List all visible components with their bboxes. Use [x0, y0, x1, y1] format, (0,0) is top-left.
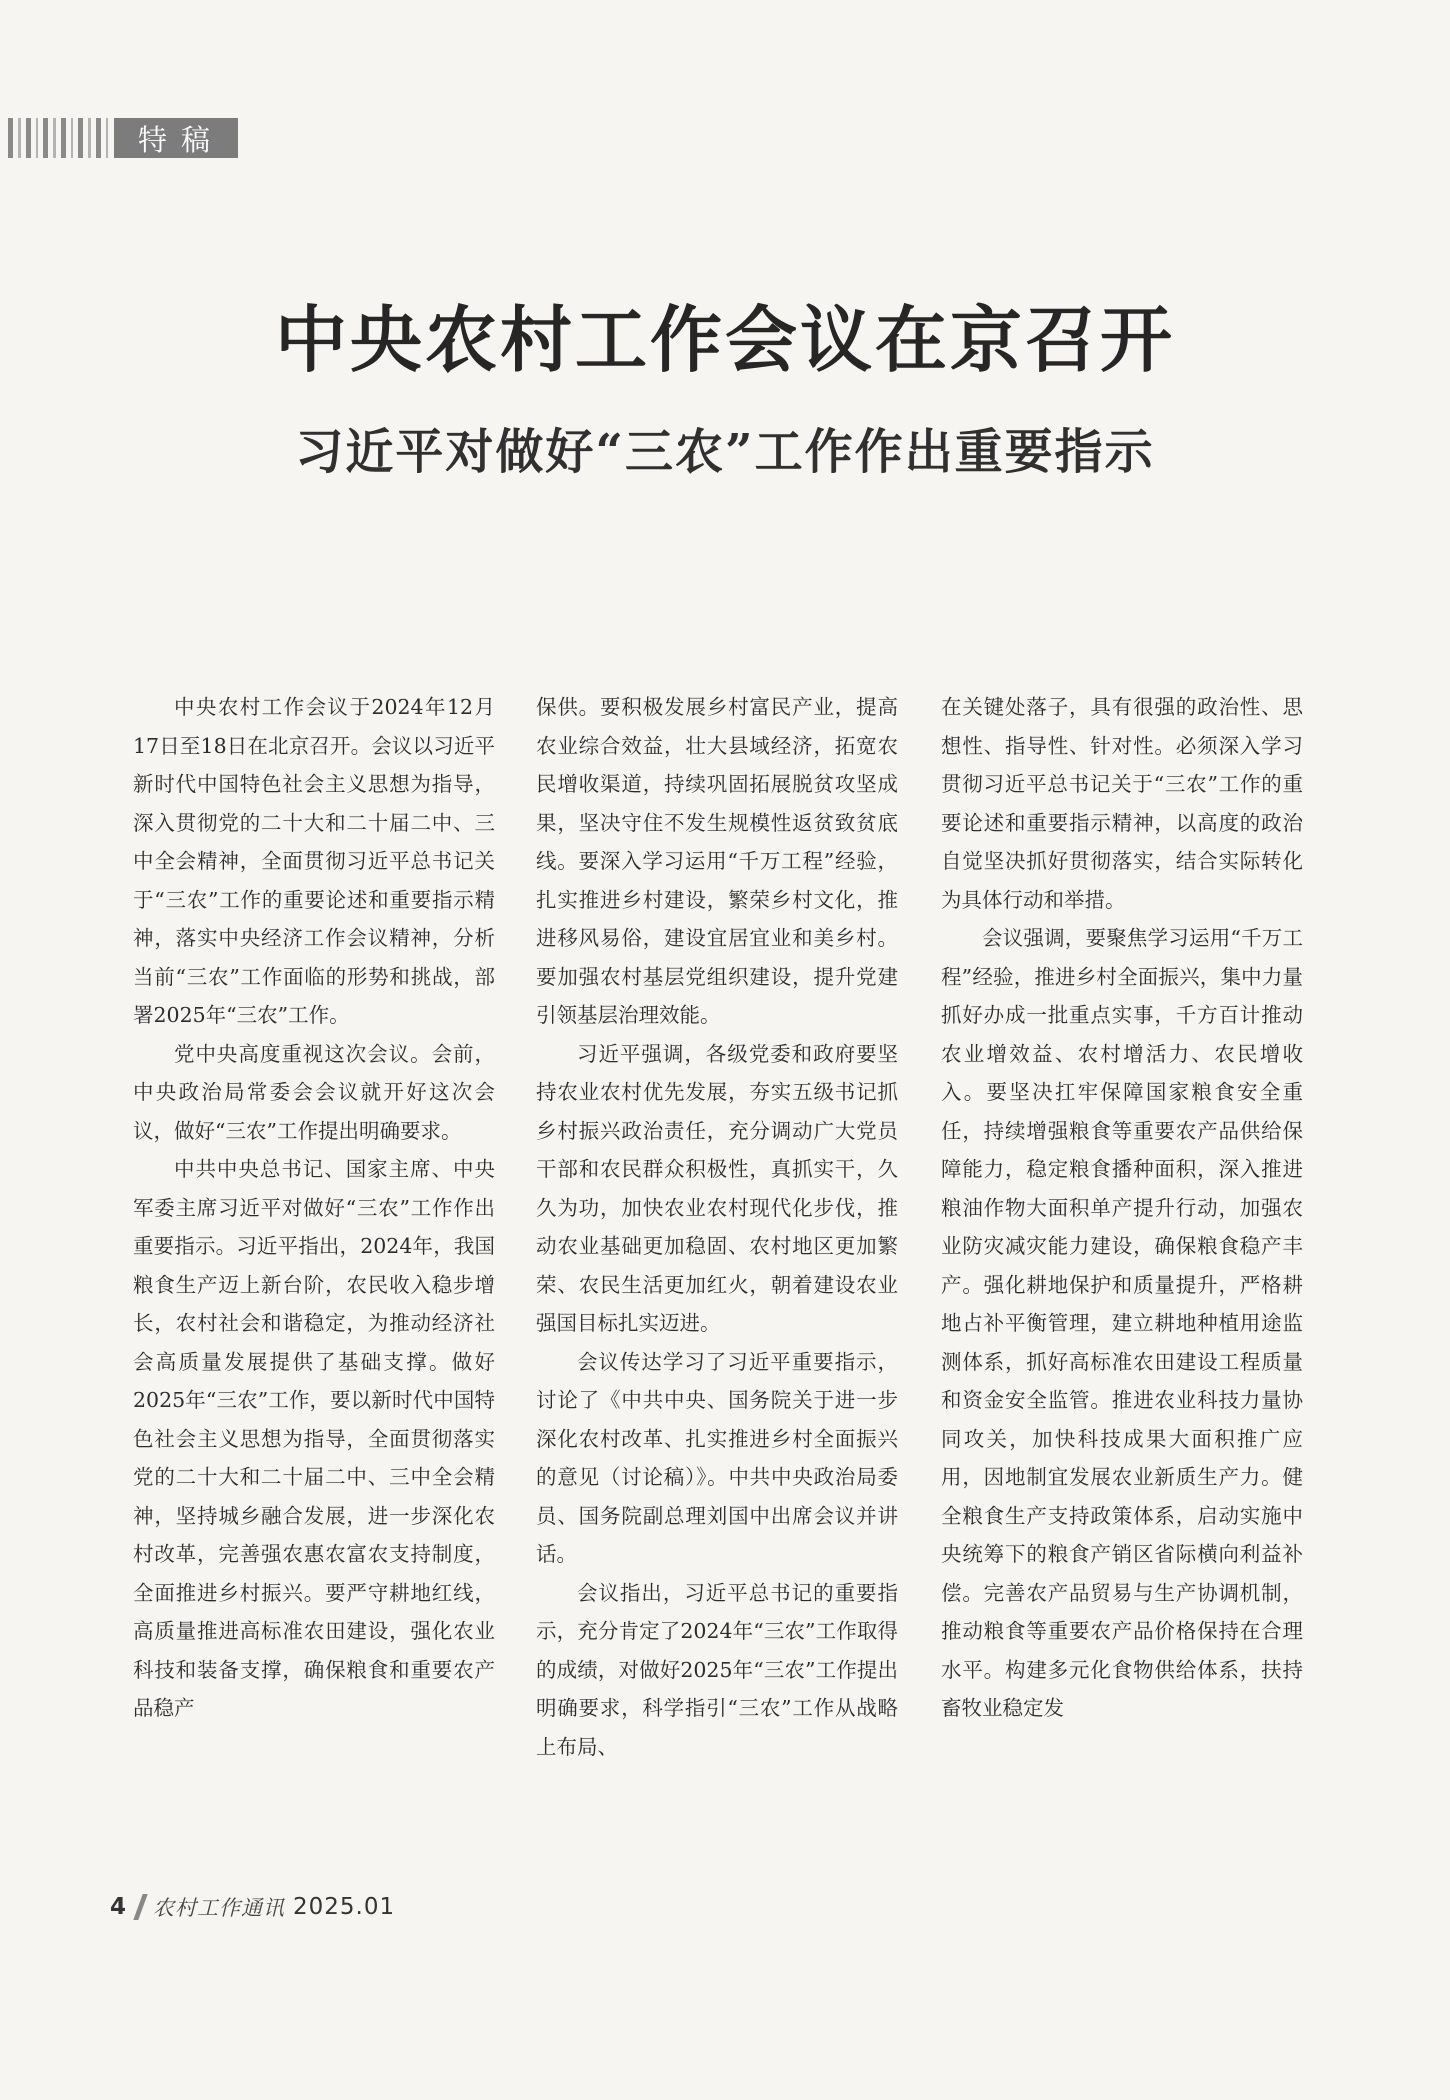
article-title: 中央农村工作会议在京召开 — [274, 297, 1175, 382]
paragraph: 会议强调，要聚焦学习运用“千万工程”经验，推进乡村全面振兴，集中力量抓好办成一批重点实事，千方百计推动农业增效益、农村增活力、农民增收入。要坚决扛牢保障国家粮食安全重任，持续增强粮食等重要农产品供给保障能力，稳定粮食播种面积，深入推进粮油作物大面积单产提升行动，加强农业防灾减灾能力建设，确保粮食稳产丰产。强化耕地保护和质量提升，严格耕地占补平衡管理，建立耕地种植用途监测体系，抓好高标准农田建设工程质量和资金安全监管。推进农业科技力量协同攻关，加快科技成果大面积推广应用，因地制宜发展农业新质生产力。健全粮食生产支持政策体系，启动实施中央统筹下的粮食产销区省际横向利益补偿。完善农产品贸易与生产协调机制，推动粮食等重要农产品价格保持在合理水平。构建多元化食物供给体系，扶持畜牧业稳定发 — [941, 926, 1303, 1720]
text-column-2 — [536, 688, 898, 1766]
decorative-stripes — [8, 118, 108, 158]
paragraph: 会议指出，习近平总书记的重要指示，充分肯定了2024年“三农”工作取得的成绩，对做好2025年“三农”工作提出明确要求，科学指引“三农”工作从战略上布局、 — [536, 1580, 898, 1759]
text-column-1 — [133, 688, 495, 1728]
page-number: 4 — [110, 1894, 127, 1920]
separator-slash — [133, 1894, 147, 1920]
page-footer — [110, 1892, 395, 1922]
section-label: 特稿 — [114, 118, 238, 158]
paragraph: 党中央高度重视这次会议。会前，中央政治局常委会会议就开好这次会议，做好“三农”工作提出明确要求。 — [133, 1041, 495, 1143]
issue-number: 2025.01 — [293, 1894, 396, 1920]
section-tag — [8, 118, 244, 158]
paragraph: 中央农村工作会议于2024年12月17日至18日在北京召开。会议以习近平新时代中国特色社会主义思想为指导，深入贯彻党的二十大和二十届二中、三中全会精神，全面贯彻习近平总书记关于“三农”工作的重要论述和重要指示精神，落实中央经济工作会议精神，分析当前“三农”工作面临的形势和挑战，部署2025年“三农”工作。 — [133, 695, 495, 1027]
article-subtitle: 习近平对做好“三农”工作作出重要指示 — [295, 424, 1155, 480]
text-column-3 — [941, 688, 1303, 1728]
paragraph: 习近平强调，各级党委和政府要坚持农业农村优先发展，夯实五级书记抓乡村振兴政治责任，充分调动广大党员干部和农民群众积极性，真抓实干，久久为功，加快农业农村现代化步伐，推动农业基础更加稳固、农村地区更加繁荣、农民生活更加红火，朝着建设农业强国目标扎实迈进。 — [536, 1041, 898, 1335]
paragraph: 保供。要积极发展乡村富民产业，提高农业综合效益，壮大县域经济，拓宽农民增收渠道，持续巩固拓展脱贫攻坚成果，坚决守住不发生规模性返贫致贫底线。要深入学习运用“千万工程”经验，扎实推进乡村建设，繁荣乡村文化，推进移风易俗，建设宜居宜业和美乡村。要加强农村基层党组织建设，提升党建引领基层治理效能。 — [536, 695, 898, 1027]
paragraph: 在关键处落子，具有很强的政治性、思想性、指导性、针对性。必须深入学习贯彻习近平总书记关于“三农”工作的重要论述和重要指示精神，以高度的政治自觉坚决抓好贯彻落实，结合实际转化为具体行动和举措。 — [941, 695, 1303, 912]
paragraph: 中共中央总书记、国家主席、中央军委主席习近平对做好“三农”工作作出重要指示。习近平指出，2024年，我国粮食生产迈上新台阶，农民收入稳步增长，农村社会和谐稳定，为推动经济社会高质量发展提供了基础支撑。做好2025年“三农”工作，要以新时代中国特色社会主义思想为指导，全面贯彻落实党的二十大和二十届二中、三中全会精神，坚持城乡融合发展，进一步深化农村改革，完善强农惠农富农支持制度，全面推进乡村振兴。要严守耕地红线，高质量推进高标准农田建设，强化农业科技和装备支撑，确保粮食和重要农产品稳产 — [133, 1157, 495, 1720]
paragraph: 会议传达学习了习近平重要指示，讨论了《中共中央、国务院关于进一步深化农村改革、扎实推进乡村全面振兴的意见（讨论稿）》。中共中央政治局委员、国务院副总理刘国中出席会议并讲话。 — [536, 1349, 898, 1566]
journal-name: 农村工作通讯 — [153, 1896, 286, 1920]
article-body — [133, 688, 1305, 1838]
